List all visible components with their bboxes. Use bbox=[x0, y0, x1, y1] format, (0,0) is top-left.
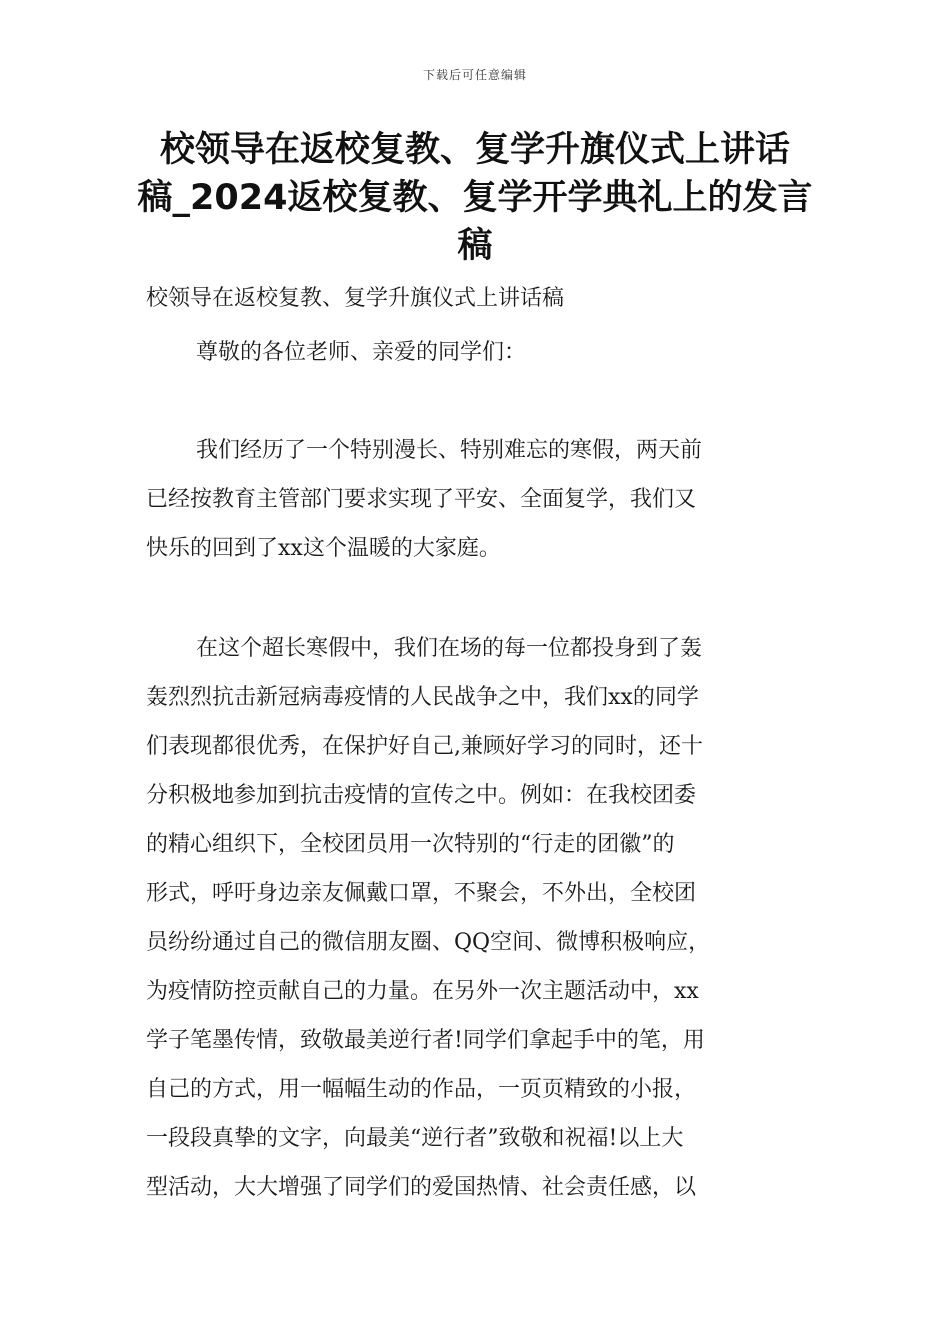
paragraph-line: 自己的方式，用一幅幅生动的作品，一页页精致的小报， bbox=[146, 1077, 697, 1102]
header-note: 下载后可任意编辑 bbox=[422, 68, 527, 82]
title-line: 稿 bbox=[457, 226, 493, 266]
paragraph-line: 学子笔墨传情，致敬最美逆行者!同学们拿起手中的笔，用 bbox=[146, 1028, 705, 1053]
paragraph-line: 形式，呼吁身边亲友佩戴口罩，不聚会，不外出，全校团 bbox=[146, 881, 697, 906]
paragraph-line: 已经按教育主管部门要求实现了平安、全面复学，我们又 bbox=[146, 487, 697, 512]
paragraph-line: 在这个超长寒假中，我们在场的每一位都投身到了轰 bbox=[196, 636, 703, 661]
title-line: 校领导在返校复教、复学升旗仪式上讲话 bbox=[159, 130, 790, 170]
greeting: 尊敬的各位老师、亲爱的同学们： bbox=[196, 340, 527, 365]
paragraph-2 bbox=[146, 624, 810, 1212]
title-line: 稿_2024返校复教、复学开学典礼上的发言 bbox=[137, 178, 813, 218]
paragraph-line: 分积极地参加到抗击疫情的宣传之中。例如：在我校团委 bbox=[146, 783, 697, 808]
document-title bbox=[130, 126, 820, 270]
document-subtitle: 校领导在返校复教、复学升旗仪式上讲话稿 bbox=[146, 286, 565, 311]
paragraph-line: 们表现都很优秀，在保护好自己,兼顾好学习的同时，还十 bbox=[146, 734, 703, 759]
paragraph-line: 员纷纷通过自己的微信朋友圈、QQ空间、微博积极响应， bbox=[146, 930, 711, 955]
paragraph-1 bbox=[146, 426, 810, 573]
paragraph-line: 快乐的回到了xx这个温暖的大家庭。 bbox=[146, 536, 501, 561]
paragraph-line: 我们经历了一个特别漫长、特别难忘的寒假，两天前 bbox=[196, 438, 703, 463]
paragraph-line: 轰烈烈抗击新冠病毒疫情的人民战争之中，我们xx的同学 bbox=[146, 685, 699, 710]
paragraph-line: 型活动，大大增强了同学们的爱国热情、社会责任感，以 bbox=[146, 1175, 697, 1200]
paragraph-line: 的精心组织下，全校团员用一次特别的“行走的团徽”的 bbox=[146, 832, 675, 857]
paragraph-line: 一段段真挚的文字，向最美“逆行者”致敬和祝福!以上大 bbox=[146, 1126, 684, 1151]
paragraph-line: 为疫情防控贡献自己的力量。在另外一次主题活动中，xx bbox=[146, 979, 699, 1004]
